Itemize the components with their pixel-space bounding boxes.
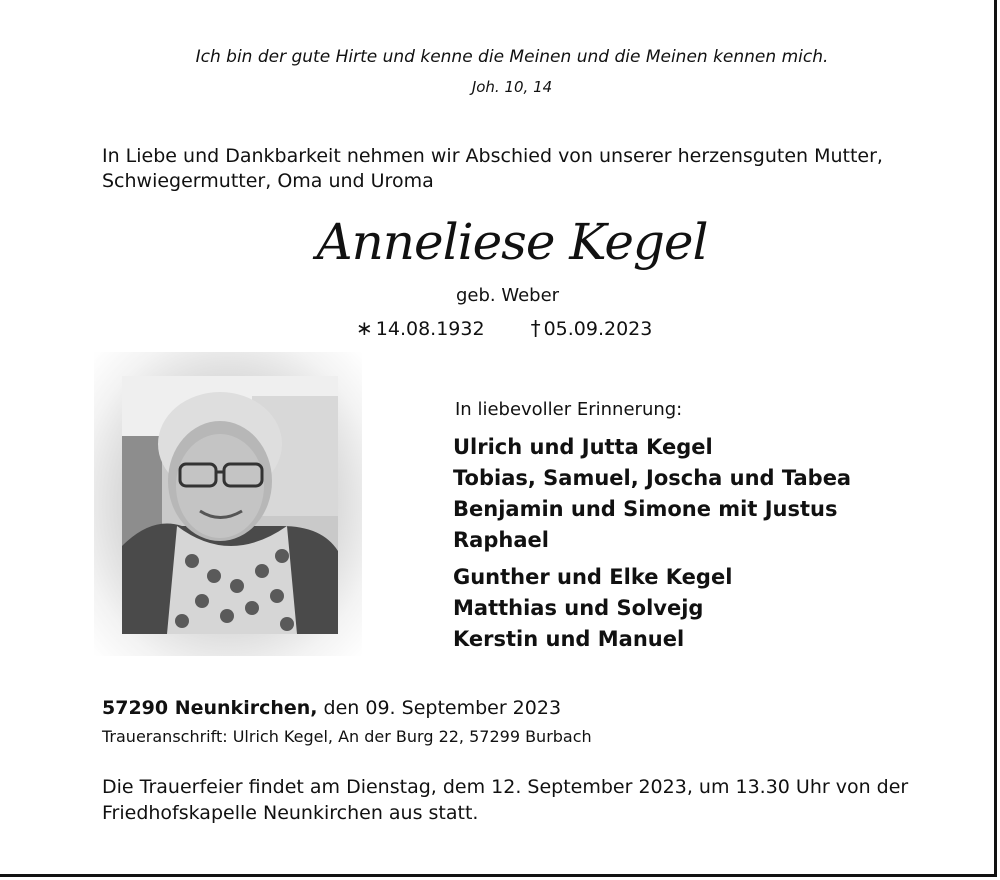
bible-verse: Ich bin der gute Hirte und kenne die Meinen und die Meinen kennen mich. [195, 47, 829, 67]
family-line: Benjamin und Simone mit Justus [453, 497, 838, 521]
place-location: 57290 Neunkirchen, [102, 697, 318, 719]
family-line: Matthias und Solvejg [453, 596, 704, 620]
birth-date: 14.08.1932 [375, 318, 485, 340]
family-line: Tobias, Samuel, Joscha und Tabea [453, 466, 852, 490]
ceremony-info: Die Trauerfeier findet am Dienstag, dem 12. September 2023, um 13.30 Uhr von der Friedhofskapelle Neunkirchen aus statt. [102, 776, 909, 824]
memory-heading: In liebevoller Erinnerung: [455, 399, 683, 420]
birth-name: geb. Weber [456, 285, 560, 306]
death-cross-icon: † [530, 316, 541, 340]
portrait-photo [122, 376, 338, 634]
bible-verse-reference: Joh. 10, 14 [471, 78, 553, 96]
deceased-name: Anneliese Kegel [316, 213, 708, 271]
family-line: Kerstin und Manuel [453, 627, 685, 651]
death-date: 05.09.2023 [543, 318, 653, 340]
family-group-1 [453, 432, 851, 556]
intro-text: In Liebe und Dankbarkeit nehmen wir Abschied von unserer herzensguten Mutter, Schwiegermutter, Oma und Uroma [102, 145, 883, 192]
family-line: Gunther und Elke Kegel [453, 565, 733, 589]
family-line: Ulrich und Jutta Kegel [453, 435, 713, 459]
mourning-address: Traueranschrift: Ulrich Kegel, An der Burg 22, 57299 Burbach [102, 727, 592, 746]
family-group-2 [453, 562, 732, 655]
place-date: den 09. September 2023 [317, 697, 562, 719]
life-dates [356, 316, 652, 340]
portrait-photo-frame [94, 352, 362, 656]
birth-star-icon: ∗ [356, 316, 373, 340]
family-line: Raphael [453, 528, 549, 552]
place-and-date [102, 697, 561, 719]
